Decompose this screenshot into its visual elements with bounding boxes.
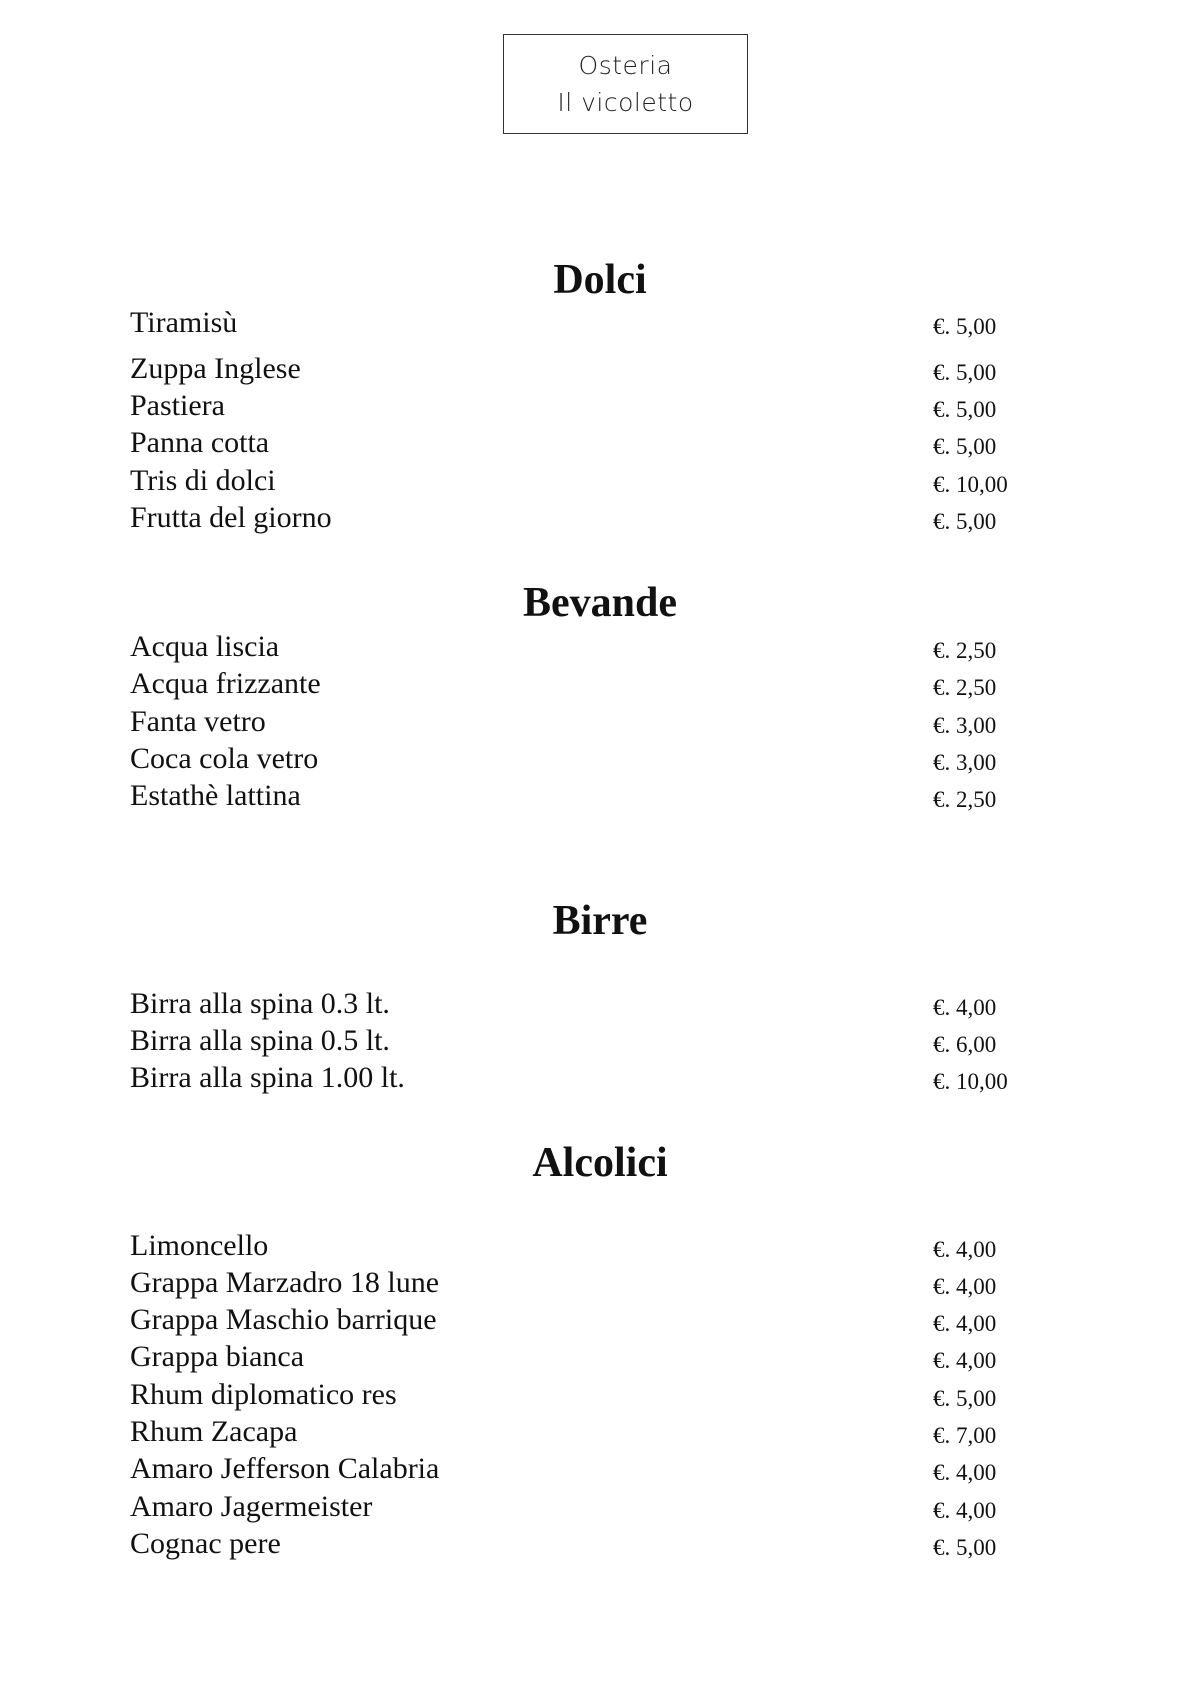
item-price: €. 2,50 (933, 787, 997, 812)
item-name: Pastiera (130, 389, 225, 422)
item-price: €. 4,00 (933, 1498, 997, 1523)
item-price: €. 5,00 (933, 509, 997, 534)
menu-item (130, 665, 1020, 703)
menu-item (130, 424, 1020, 462)
menu-item (130, 1450, 1020, 1488)
item-name: Tris di dolci (130, 464, 276, 497)
menu-item (130, 350, 1020, 388)
item-price: €. 10,00 (933, 472, 1008, 497)
item-price: €. 5,00 (933, 397, 997, 422)
menu-item (130, 1059, 1020, 1097)
item-name: Grappa Marzadro 18 lune (130, 1266, 440, 1299)
item-price: €. 6,00 (933, 1032, 997, 1057)
menu-item (130, 1376, 1020, 1414)
item-price: €. 5,00 (933, 314, 997, 339)
item-name: Panna cotta (130, 426, 270, 459)
item-name: Acqua frizzante (130, 667, 321, 700)
menu-item (130, 1488, 1020, 1526)
menu-item (130, 1022, 1020, 1060)
item-name: Fanta vetro (130, 705, 266, 738)
section-title-birre: Birre (552, 898, 648, 944)
item-price: €. 2,50 (933, 638, 997, 663)
item-price: €. 4,00 (933, 995, 997, 1020)
item-name: Coca cola vetro (130, 742, 319, 775)
item-name: Amaro Jefferson Calabria (130, 1452, 440, 1485)
menu-item (130, 499, 1020, 537)
menu-item (130, 740, 1020, 778)
item-name: Amaro Jagermeister (130, 1490, 373, 1523)
item-price: €. 4,00 (933, 1237, 997, 1262)
item-price: €. 7,00 (933, 1423, 997, 1448)
item-name: Limoncello (130, 1229, 269, 1262)
item-name: Rhum Zacapa (130, 1415, 298, 1448)
item-price: €. 10,00 (933, 1069, 1008, 1094)
item-price: €. 3,00 (933, 750, 997, 775)
item-price: €. 4,00 (933, 1460, 997, 1485)
item-price: €. 5,00 (933, 1386, 997, 1411)
menu-item (130, 462, 1020, 500)
menu-item (130, 1264, 1020, 1302)
item-name: Birra alla spina 1.00 lt. (130, 1061, 405, 1094)
item-name: Tiramisù (130, 306, 238, 339)
item-name: Cognac pere (130, 1527, 281, 1560)
item-name: Acqua liscia (130, 630, 280, 663)
item-name: Estathè lattina (130, 779, 301, 812)
restaurant-logo (503, 34, 748, 134)
item-name: Birra alla spina 0.3 lt. (130, 987, 390, 1020)
item-name: Zuppa Inglese (130, 352, 301, 385)
section-title-alcolici: Alcolici (532, 1140, 668, 1186)
item-name: Frutta del giorno (130, 501, 332, 534)
menu-item (130, 628, 1020, 666)
item-name: Grappa bianca (130, 1340, 305, 1373)
item-price: €. 5,00 (933, 434, 997, 459)
item-price: €. 5,00 (933, 360, 997, 385)
logo-line-2: Il vicoletto (557, 88, 694, 117)
menu-item (130, 1301, 1020, 1339)
menu-item (130, 1413, 1020, 1451)
item-name: Rhum diplomatico res (130, 1378, 397, 1411)
menu-item (130, 1525, 1020, 1563)
item-name: Grappa Maschio barrique (130, 1303, 437, 1336)
menu-item (130, 777, 1020, 815)
item-price: €. 2,50 (933, 675, 997, 700)
menu-item (130, 387, 1020, 425)
menu-item (130, 703, 1020, 741)
logo-line-1: Osteria (578, 51, 673, 80)
section-title-dolci: Dolci (553, 257, 647, 303)
item-price: €. 4,00 (933, 1348, 997, 1373)
menu-item (130, 1338, 1020, 1376)
menu-item (130, 304, 1020, 342)
section-title-bevande: Bevande (522, 580, 677, 626)
item-price: €. 5,00 (933, 1535, 997, 1560)
item-name: Birra alla spina 0.5 lt. (130, 1024, 390, 1057)
menu-item (130, 1227, 1020, 1265)
item-price: €. 3,00 (933, 713, 997, 738)
menu-item (130, 985, 1020, 1023)
item-price: €. 4,00 (933, 1311, 997, 1336)
item-price: €. 4,00 (933, 1274, 997, 1299)
